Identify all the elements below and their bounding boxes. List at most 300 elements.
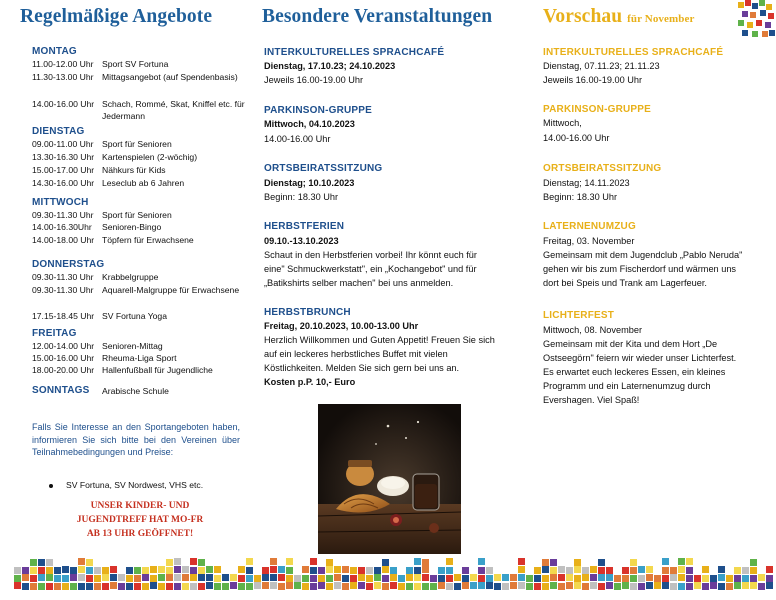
mosaic-tile [638,566,645,573]
mosaic-tile [598,574,605,581]
mosaic-tile [134,567,141,574]
mosaic-tile [414,567,421,574]
mosaic-tile [398,583,405,590]
schedule-row: 17.15-18.45 Uhr SV Fortuna Yoga [32,311,167,321]
mosaic-tile [582,574,589,581]
mosaic-tile [422,574,429,581]
mosaic-tile [470,582,477,589]
mosaic-tile [574,575,581,582]
mosaic-tile [142,567,149,574]
mosaic-tile [158,574,165,581]
mosaic-tile [574,559,581,566]
mosaic-tile [446,567,453,574]
mosaic-tile [78,583,85,590]
mosaic-tile [206,566,213,573]
mosaic-tile [550,582,557,589]
mosaic-tile [574,582,581,589]
mosaic-tile [478,567,485,574]
mosaic-tile [606,567,613,574]
mosaic-tile [310,583,317,590]
mosaic-tile [342,575,349,582]
mosaic-tile [190,558,197,565]
mosaic-tile [630,583,637,590]
mosaic-tile [262,582,269,589]
mosaic-tile [174,558,181,565]
youth-notice: UNSER KINDER- UND JUGENDTREFF HAT MO-FR AB 13 UHR GEÖFFNET! [76,501,204,539]
mosaic-tile [518,582,525,589]
event-date: Mittwoch, 04.10.2023 [264,119,355,129]
preview-text: Ostseegörn" feiern wir wieder unser Lichterfest. [543,353,737,363]
mosaic-tile [270,558,277,565]
mosaic-tile [542,583,549,590]
mosaic-tile [678,566,685,573]
mosaic-tile [582,583,589,590]
mosaic-tile [750,582,757,589]
mosaic-tile [414,583,421,590]
mosaic-tile [758,574,765,581]
event-title: ORTSBEIRATSSITZUNG [264,163,383,174]
mosaic-tile [742,567,749,574]
brunch-photo [318,404,461,554]
mosaic-tile [478,575,485,582]
regular-offers-column [0,0,252,555]
mosaic-tile [486,582,493,589]
mosaic-tile [78,566,85,573]
mosaic-tile [638,583,645,590]
mosaic-tile [150,566,157,573]
mosaic-tile [230,582,237,589]
event-date: Dienstag, 17.10.23; 24.10.2023 [264,61,396,71]
mosaic-tile [614,575,621,582]
mosaic-tile [646,574,653,581]
mosaic-tile [238,583,245,590]
mosaic-tile [158,566,165,573]
mosaic-tile [486,575,493,582]
mosaic-tile [86,559,93,566]
mosaic-tile [310,575,317,582]
mosaic-tile [718,583,725,590]
mosaic-tile [310,567,317,574]
mosaic-tile [174,574,181,581]
event-text: auf ein leckeres herbstliches Buffet mit vielen [264,349,448,359]
mosaic-tile [222,583,229,590]
mosaic-tile [158,583,165,590]
mosaic-tile [326,559,333,566]
mosaic-tile [542,566,549,573]
event-text: Köstlichkeiten. Melden Sie sich gern bei uns an. [264,363,460,373]
mosaic-tile [302,566,309,573]
mosaic-tile [126,583,133,590]
mosaic-tile [366,583,373,590]
mosaic-tile [366,575,373,582]
mosaic-tile [502,574,509,581]
mosaic-tile [534,583,541,590]
mosaic-tile [78,574,85,581]
mosaic-tile [46,574,53,581]
mosaic-tile [326,575,333,582]
mosaic-tile [22,567,29,574]
mosaic-tile [342,566,349,573]
mosaic-tile [278,574,285,581]
mosaic-tile [510,582,517,589]
preview-text: Programm und ein Laternenumzug durch [543,381,711,391]
mosaic-tile [270,566,277,573]
mosaic-tile [70,583,77,590]
mosaic-tile [102,574,109,581]
mosaic-tile [750,567,757,574]
mosaic-tile [214,583,221,590]
mosaic-tile [30,583,37,590]
mosaic-tile [734,582,741,589]
mosaic-tile [126,575,133,582]
mosaic-tile [182,574,189,581]
mosaic-tile [54,575,61,582]
mosaic-tile [670,567,677,574]
mosaic-border-decoration [14,553,774,591]
mosaic-tile [70,567,77,574]
mosaic-tile [558,574,565,581]
mosaic-tile [534,575,541,582]
mosaic-tile [390,582,397,589]
mosaic-tile [422,559,429,566]
mosaic-tile [174,583,181,590]
mosaic-tile [670,574,677,581]
mosaic-tile [262,567,269,574]
mosaic-tile [758,583,765,590]
mosaic-tile [174,566,181,573]
mosaic-tile [446,575,453,582]
mosaic-tile [718,574,725,581]
schedule-row: 13.30-16.30 Uhr Kartenspielen (2-wöchig) [32,152,198,162]
mosaic-tile [342,583,349,590]
mosaic-tile [190,583,197,590]
event-time: 14.00-16.00 Uhr [264,134,331,144]
event-title: PARKINSON-GRUPPE [264,105,373,116]
mosaic-tile [766,582,773,589]
schedule-row: 15.00-17.00 Uhr Nähkurs für Kids [32,165,166,175]
mosaic-tile [406,583,413,590]
mosaic-tile [142,574,149,581]
mosaic-tile [502,583,509,590]
mosaic-tile [62,575,69,582]
mosaic-tile [198,559,205,566]
day-sunday: SONNTAGS [32,385,90,396]
preview-time: Beginn: 18.30 Uhr [543,192,618,202]
event-time: Beginn: 18.30 Uhr [264,192,339,202]
mosaic-tile [238,575,245,582]
mosaic-tile [694,582,701,589]
event-text: Herzlich Willkommen und Guten Appetit! Freuen Sie sich [264,335,495,345]
preview-text: Evershagen. Viel Spaß! [543,395,640,405]
mosaic-tile [686,558,693,565]
preview-text: gehen wir bis zum Fischerdorf und wärmen uns [543,264,737,274]
mosaic-tile [598,567,605,574]
mosaic-tile [606,574,613,581]
day-friday: FREITAG [32,328,77,339]
special-events-heading: Besondere Veranstaltungen [262,6,493,27]
mosaic-tile [566,574,573,581]
event-date: Dienstag; 10.10.2023 [264,178,355,188]
schedule-row: 09.30-11.30 Uhr Krabbelgruppe [32,272,159,282]
mosaic-tile [246,575,253,582]
mosaic-tile [550,574,557,581]
mosaic-tile [30,559,37,566]
mosaic-tile [286,575,293,582]
event-text: Schaut in den Herbstferien vorbei! Ihr könnt euch für [264,250,477,260]
mosaic-tile [334,574,341,581]
mosaic-tile [262,574,269,581]
preview-title: LATERNENUMZUG [543,221,636,232]
mosaic-tile [102,567,109,574]
sport-clubs-list: SV Fortuna, SV Nordwest, VHS etc. [66,480,204,490]
mosaic-tile [302,583,309,590]
mosaic-tile [654,575,661,582]
mosaic-tile [446,583,453,590]
mosaic-tile [742,582,749,589]
mosaic-tile [166,567,173,574]
mosaic-tile [350,582,357,589]
mosaic-tile [590,582,597,589]
preview-title: PARKINSON-GRUPPE [543,104,652,115]
mosaic-tile [302,575,309,582]
mosaic-tile [542,559,549,566]
preview-title: ORTSBEIRATSSITZUNG [543,163,662,174]
schedule-row: 14.00-18.00 Uhr Töpfern für Erwachsene [32,235,194,245]
mosaic-tile [694,575,701,582]
mosaic-tile [62,566,69,573]
mosaic-tile [94,567,101,574]
mosaic-tile [526,583,533,590]
schedule-row: 15.00-16.00 Uhr Rheuma-Liga Sport [32,353,177,363]
preview-text: Es erwartet euch leckeres Essen, ein kleines [543,367,726,377]
mosaic-tile [110,566,117,573]
mosaic-tile [438,575,445,582]
schedule-row: 09.30-11.30 Uhr Aquarell-Malgruppe für Erwachsene [32,285,240,295]
mosaic-tile [662,575,669,582]
mosaic-tile [462,582,469,589]
event-text: eine" Schmuckwerkstatt", ein „Kochangebot" und für [264,264,477,274]
preview-date: Mittwoch, [543,118,582,128]
mosaic-tile [686,583,693,590]
mosaic-tile [646,566,653,573]
mosaic-tile [142,583,149,590]
mosaic-tile [318,582,325,589]
mosaic-tile [190,567,197,574]
mosaic-tile [462,567,469,574]
mosaic-tile [766,575,773,582]
mosaic-tile [718,566,725,573]
mosaic-tile [214,575,221,582]
mosaic-tile [550,559,557,566]
mosaic-tile [110,574,117,581]
schedule-row: 14.00-16.00 Uhr Schach, Rommé, Skat, Kniffel etc. für Jedermann [32,99,245,121]
mosaic-tile [598,559,605,566]
mosaic-tile [622,582,629,589]
mosaic-tile [430,583,437,590]
mosaic-tile [286,567,293,574]
day-monday: MONTAG [32,46,77,57]
mosaic-tile [182,566,189,573]
mosaic-tile [646,582,653,589]
mosaic-tile [630,559,637,566]
schedule-row: 11.00-12.00 Uhr Sport SV Fortuna [32,59,169,69]
mosaic-tile [662,558,669,565]
mosaic-tile [486,567,493,574]
mosaic-tile [318,567,325,574]
mosaic-tile [446,558,453,565]
schedule-row: 09.00-11.00 Uhr Sport für Senioren [32,139,172,149]
mosaic-tile [566,582,573,589]
mosaic-tile [422,566,429,573]
preview-text: Gemeinsam mit dem Jugendclub „Pablo Neruda" [543,250,743,260]
mosaic-tile [678,583,685,590]
schedule-row: 18.00-20.00 Uhr Hallenfußball für Jugendliche [32,365,213,375]
mosaic-tile [438,567,445,574]
preview-title: LICHTERFEST [543,310,615,321]
mosaic-tile [518,574,525,581]
mosaic-tile [350,575,357,582]
mosaic-tile [414,558,421,565]
mosaic-tile [462,575,469,582]
mosaic-tile [662,582,669,589]
mosaic-tile [326,583,333,590]
mosaic-logo-icon [738,0,776,44]
mosaic-tile [54,567,61,574]
mosaic-tile [118,583,125,590]
mosaic-tile [14,567,21,574]
mosaic-tile [30,575,37,582]
mosaic-tile [246,583,253,590]
mosaic-tile [38,574,45,581]
mosaic-tile [294,575,301,582]
mosaic-tile [254,575,261,582]
mosaic-tile [118,574,125,581]
schedule-row: Arabische Schule [102,386,169,396]
mosaic-tile [662,567,669,574]
mosaic-tile [494,574,501,581]
mosaic-tile [534,567,541,574]
preview-date: Dienstag; 14.11.2023 [543,178,630,188]
mosaic-tile [518,558,525,565]
mosaic-tile [630,567,637,574]
mosaic-tile [374,567,381,574]
mosaic-tile [382,583,389,590]
mosaic-tile [126,567,133,574]
event-title: HERBSTFERIEN [264,221,345,232]
mosaic-tile [166,574,173,581]
mosaic-tile [390,567,397,574]
mosaic-tile [510,574,517,581]
mosaic-tile [406,567,413,574]
mosaic-tile [206,582,213,589]
mosaic-tile [182,583,189,590]
mosaic-tile [102,583,109,590]
mosaic-tile [686,575,693,582]
mosaic-tile [198,567,205,574]
event-title: HERBSTBRUNCH [264,307,351,318]
mosaic-tile [678,574,685,581]
mosaic-tile [398,575,405,582]
schedule-row: 12.00-14.00 Uhr Senioren-Mittag [32,341,163,351]
mosaic-tile [606,582,613,589]
mosaic-tile [86,575,93,582]
mosaic-tile [358,582,365,589]
event-title: INTERKULTURELLES SPRACHCAFÉ [264,47,445,58]
mosaic-tile [246,558,253,565]
mosaic-tile [382,575,389,582]
mosaic-tile [134,583,141,590]
preview-column [522,0,776,555]
mosaic-tile [86,583,93,590]
mosaic-tile [30,567,37,574]
mosaic-tile [742,575,749,582]
day-wednesday: MITTWOCH [32,197,89,208]
preview-time: 14.00-16.00 Uhr [543,133,610,143]
bullet-dot-icon [49,484,53,488]
mosaic-tile [254,582,261,589]
mosaic-tile [478,582,485,589]
mosaic-tile [438,582,445,589]
mosaic-tile [566,567,573,574]
mosaic-tile [558,566,565,573]
event-date: 09.10.-13.10.2023 [264,236,339,246]
mosaic-tile [14,582,21,589]
mosaic-tile [390,574,397,581]
mosaic-tile [422,583,429,590]
day-thursday: DONNERSTAG [32,259,105,270]
mosaic-tile [710,582,717,589]
mosaic-tile [62,583,69,590]
mosaic-tile [190,574,197,581]
mosaic-tile [214,566,221,573]
mosaic-tile [470,574,477,581]
mosaic-tile [334,566,341,573]
preview-date: Freitag, 03. November [543,236,635,246]
mosaic-tile [686,567,693,574]
mosaic-tile [38,583,45,590]
mosaic-tile [414,574,421,581]
preview-title: INTERKULTURELLES SPRACHCAFÉ [543,47,724,58]
mosaic-tile [702,566,709,573]
preview-text: Gemeinsam mit der Kita und dem Hort „De [543,339,718,349]
schedule-row: 09.30-11.30 Uhr Sport für Senioren [32,210,172,220]
mosaic-tile [622,567,629,574]
schedule-row: 14.30-16.00 Uhr Leseclub ab 6 Jahren [32,178,185,188]
mosaic-tile [94,583,101,590]
mosaic-tile [38,559,45,566]
mosaic-tile [622,575,629,582]
mosaic-tile [350,567,357,574]
mosaic-tile [726,575,733,582]
mosaic-tile [358,567,365,574]
mosaic-tile [638,575,645,582]
mosaic-tile [286,582,293,589]
mosaic-tile [558,583,565,590]
mosaic-tile [382,559,389,566]
mosaic-tile [590,566,597,573]
mosaic-tile [134,575,141,582]
mosaic-tile [630,575,637,582]
mosaic-tile [46,583,53,590]
mosaic-tile [86,567,93,574]
mosaic-tile [230,574,237,581]
mosaic-tile [310,558,317,565]
mosaic-tile [54,583,61,590]
mosaic-tile [150,582,157,589]
mosaic-tile [326,566,333,573]
preview-heading: Vorschau für November [543,6,695,27]
mosaic-tile [366,567,373,574]
